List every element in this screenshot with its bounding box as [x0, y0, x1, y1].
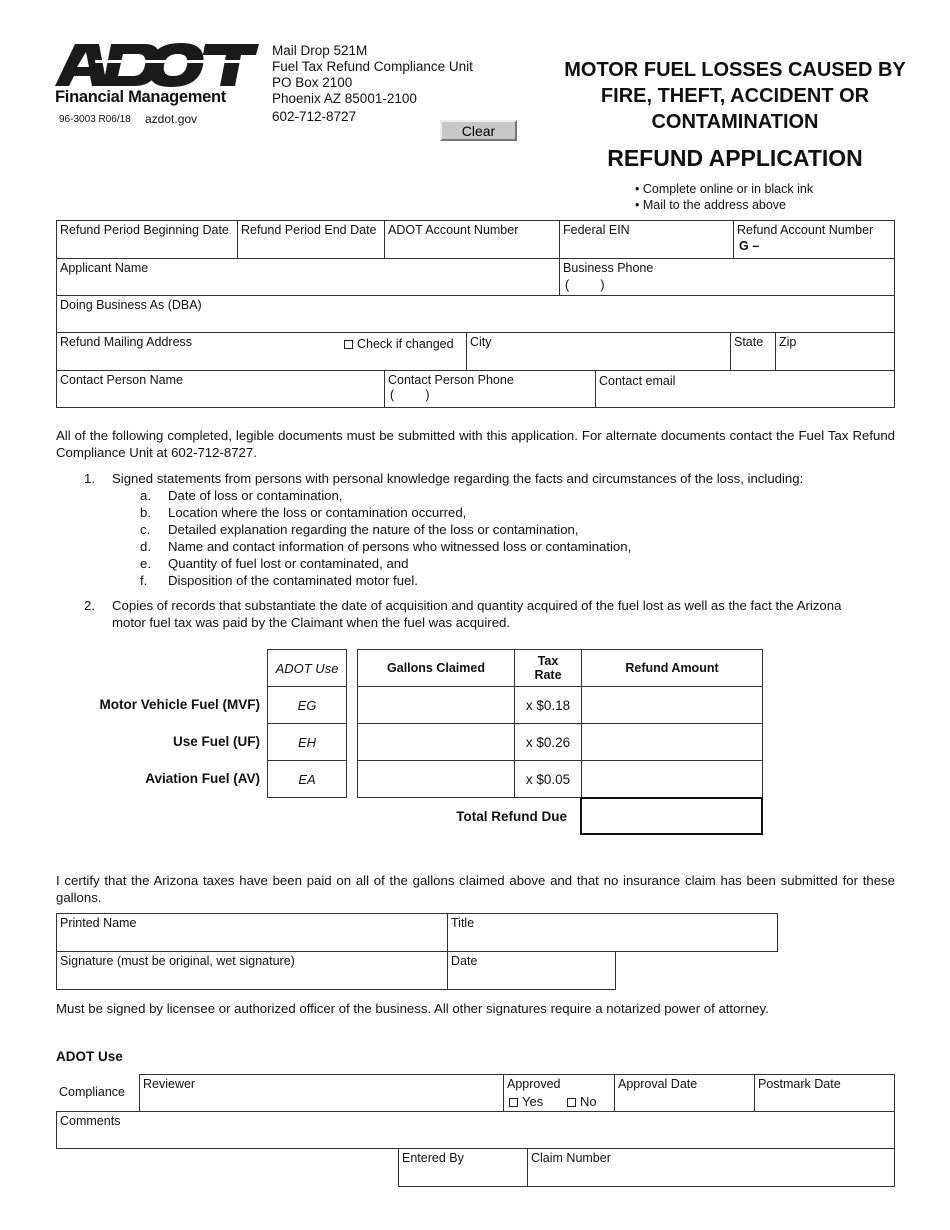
adot-code-cell: EA [267, 760, 347, 798]
fuel-label-av: Aviation Fuel (AV) [145, 771, 260, 786]
item-number: 1. [84, 471, 95, 486]
sub-item: a. Date of loss or contamination, [140, 488, 343, 503]
form-title [545, 57, 925, 135]
title-line: MOTOR FUEL LOSSES CAUSED BY [564, 59, 906, 81]
approval-date-field[interactable]: Approval Date [614, 1074, 755, 1112]
approved-yes-option[interactable]: Yes [509, 1094, 543, 1109]
total-refund-input[interactable] [580, 797, 763, 835]
applicant-name-field[interactable]: Applicant Name [56, 258, 560, 296]
approved-field: Approved Yes No [503, 1074, 615, 1112]
signature-field[interactable]: Signature (must be original, wet signature) [56, 951, 448, 990]
header-refund-amount: Refund Amount [581, 649, 763, 687]
adot-use-heading: ADOT Use [56, 1049, 123, 1064]
item-text: Copies of records that substantiate the date of acquisition and quantity acquired of the fuel lost as well as the fact the Arizona motor fuel tax was paid by the Claimant when the fuel was acquired. [112, 598, 842, 630]
sub-items-list [140, 487, 631, 589]
certification-text: I certify that the Arizona taxes have been paid on all of the gallons claimed above and that no insurance claim has been submitted for these gallons. [56, 873, 895, 905]
approved-no-checkbox[interactable] [567, 1098, 576, 1107]
address-line: PO Box 2100 [272, 75, 353, 90]
tax-rate-cell: x $0.05 [514, 760, 582, 798]
sub-item: e. Quantity of fuel lost or contaminated, and [140, 556, 409, 571]
title-line: FIRE, THEFT, ACCIDENT OR [600, 85, 870, 107]
compliance-label: Compliance [59, 1085, 126, 1099]
approved-no-option[interactable]: No [567, 1094, 597, 1109]
postmark-date-field[interactable]: Postmark Date [754, 1074, 895, 1112]
address-line: Mail Drop 521M [272, 43, 368, 58]
sub-item: d. Name and contact information of persons who witnessed loss or contamination, [140, 539, 632, 554]
gallons-av-input[interactable] [357, 760, 515, 798]
instructions-intro: All of the following completed, legible documents must be submitted with this application. For alternate documents contact the Fuel Tax Refund Compliance Unit at 602-712-8727. [56, 428, 895, 460]
comments-field[interactable]: Comments [56, 1111, 895, 1149]
bullet-item: • Mail to the address above [635, 198, 786, 212]
tax-rate-cell: x $0.18 [514, 686, 582, 724]
form-number: 96-3003 R06/18 [59, 114, 131, 125]
approved-yes-checkbox[interactable] [509, 1098, 518, 1107]
refund-uf-input[interactable] [581, 723, 763, 761]
gallons-mvf-input[interactable] [357, 686, 515, 724]
adot-logo [55, 40, 260, 110]
mailing-address-block [272, 43, 473, 125]
refund-account-field[interactable]: Refund Account Number G – [733, 220, 895, 259]
refund-av-input[interactable] [581, 760, 763, 798]
contact-email-field[interactable]: Contact email [595, 370, 895, 408]
item-number: 2. [84, 598, 95, 613]
address-line: Fuel Tax Refund Compliance Unit [272, 59, 473, 74]
item-text: Signed statements from persons with personal knowledge regarding the facts and circumstances of the loss, including: [112, 471, 804, 486]
city-field[interactable]: City [466, 332, 731, 371]
signature-note: Must be signed by licensee or authorized officer of the business. All other signatures require a notarized power of attorney. [56, 1001, 769, 1016]
header-tax-rate: Tax Rate [514, 649, 582, 687]
sub-item: c. Detailed explanation regarding the nature of the loss or contamination, [140, 522, 579, 537]
contact-phone-field[interactable]: Contact Person Phone ( ) [384, 370, 596, 408]
check-if-changed-checkbox[interactable] [344, 340, 353, 349]
refund-period-begin-field[interactable]: Refund Period Beginning Date [56, 220, 238, 259]
state-field[interactable]: State [730, 332, 776, 371]
fuel-label-mvf: Motor Vehicle Fuel (MVF) [99, 697, 260, 712]
title-line: CONTAMINATION [651, 111, 819, 133]
date-field[interactable]: Date [447, 951, 616, 990]
address-line: Phoenix AZ 85001-2100 [272, 91, 417, 106]
mailing-address-field[interactable]: Refund Mailing Address Check if changed [56, 332, 467, 371]
tax-rate-cell: x $0.26 [514, 723, 582, 761]
adot-logo-mark [55, 40, 260, 88]
contact-phone-area-code: ( ) [390, 388, 430, 402]
logo-subtitle: Financial Management [55, 88, 226, 106]
total-refund-label: Total Refund Due [456, 809, 567, 824]
refund-mvf-input[interactable] [581, 686, 763, 724]
claim-number-field[interactable]: Claim Number [527, 1148, 895, 1187]
instruction-item-2 [84, 597, 874, 631]
gallons-uf-input[interactable] [357, 723, 515, 761]
business-phone-field[interactable]: Business Phone ( ) [559, 258, 895, 296]
address-phone: 602-712-8727 [272, 109, 357, 124]
reviewer-field[interactable]: Reviewer [139, 1074, 504, 1112]
refund-period-end-field[interactable]: Refund Period End Date [237, 220, 385, 259]
printed-name-field[interactable]: Printed Name [56, 913, 448, 952]
adot-code-cell: EH [267, 723, 347, 761]
clear-button[interactable]: Clear [440, 120, 517, 141]
contact-name-field[interactable]: Contact Person Name [56, 370, 385, 408]
fuel-label-uf: Use Fuel (UF) [172, 734, 260, 749]
phone-area-code: ( ) [565, 278, 605, 292]
zip-field[interactable]: Zip [775, 332, 895, 371]
sub-item: f. Disposition of the contaminated motor fuel. [140, 573, 418, 588]
sub-item: b. Location where the loss or contamination occurred, [140, 505, 467, 520]
entered-by-field[interactable]: Entered By [398, 1148, 528, 1187]
federal-ein-field[interactable]: Federal EIN [559, 220, 734, 259]
adot-code-cell: EG [267, 686, 347, 724]
check-if-changed[interactable]: Check if changed [344, 337, 454, 351]
header-bullets [635, 181, 813, 213]
dba-field[interactable]: Doing Business As (DBA) [56, 295, 895, 333]
refund-account-prefix: G – [739, 239, 760, 253]
website: azdot.gov [145, 112, 198, 126]
header-gallons-claimed: Gallons Claimed [357, 649, 515, 687]
adot-account-field[interactable]: ADOT Account Number [384, 220, 560, 259]
form-subtitle: REFUND APPLICATION [607, 145, 863, 171]
title-field[interactable]: Title [447, 913, 778, 952]
bullet-item: • Complete online or in black ink [635, 182, 814, 196]
header-adot-use: ADOT Use [267, 649, 347, 687]
